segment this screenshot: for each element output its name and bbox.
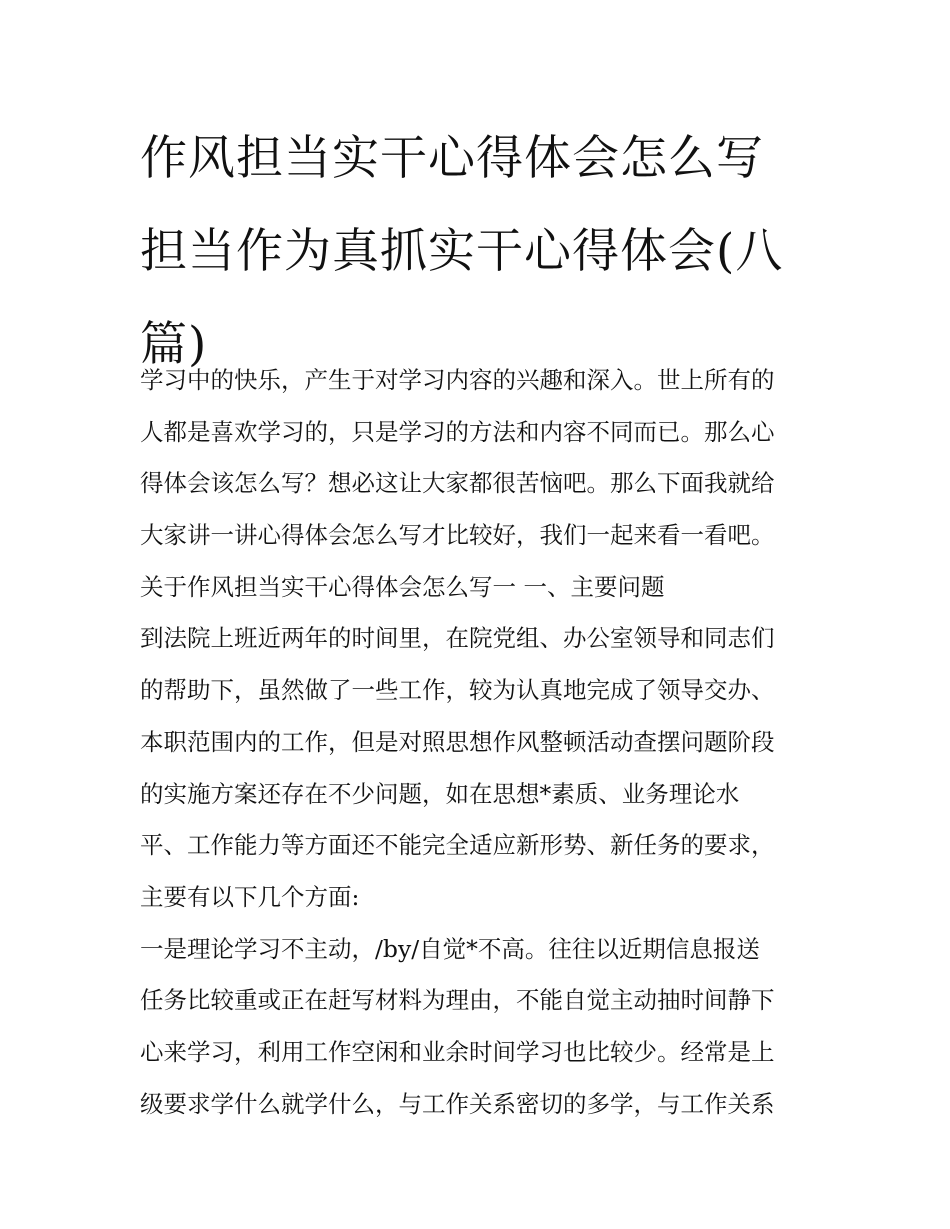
section-heading: 关于作风担当实干心得体会怎么写一 一、主要问题 [140,572,665,601]
document-body [140,355,830,1130]
body-line: 级要求学什么就学什么，与工作关系密切的多学，与工作关系 [140,1089,775,1118]
body-line: 人都是喜欢学习的，只是学习的方法和内容不同而已。那么心 [140,417,775,446]
title-line-2: 担当作为真抓实干心得体会(八 [140,224,784,279]
body-line: 的实施方案还存在不少问题，如在思想*素质、业务理论水 [140,779,740,808]
body-line: 学习中的快乐，产生于对学习内容的兴趣和深入。世上所有的 [140,366,775,394]
body-line: 平、工作能力等方面还不能完全适应新形势、新任务的要求， [140,831,775,860]
title-line-1: 作风担当实干心得体会怎么写 [140,131,764,186]
body-line: 心来学习，利用工作空闲和业余时间学习也比较少。经常是上 [140,1037,775,1066]
body-line: 大家讲一讲心得体会怎么写才比较好，我们一起来看一看吧。 [140,521,775,550]
document-title [140,112,830,391]
body-line: 到法院上班近两年的时间里，在院党组、办公室领导和同志们 [140,624,775,653]
body-line: 任务比较重或正在赶写材料为理由，不能自觉主动抽时间静下 [140,986,775,1015]
body-line: 一是理论学习不主动，/by/自觉*不高。往往以近期信息报送 [140,934,760,963]
body-line: 主要有以下几个方面: [140,882,360,911]
body-line: 的帮助下，虽然做了一些工作，较为认真地完成了领导交办、 [140,676,775,705]
title-line-3: 篇) [140,317,208,372]
body-line: 本职范围内的工作，但是对照思想作风整顿活动查摆问题阶段 [140,727,775,756]
body-line: 得体会该怎么写？想必这让大家都很苦恼吧。那么下面我就给 [140,469,775,498]
